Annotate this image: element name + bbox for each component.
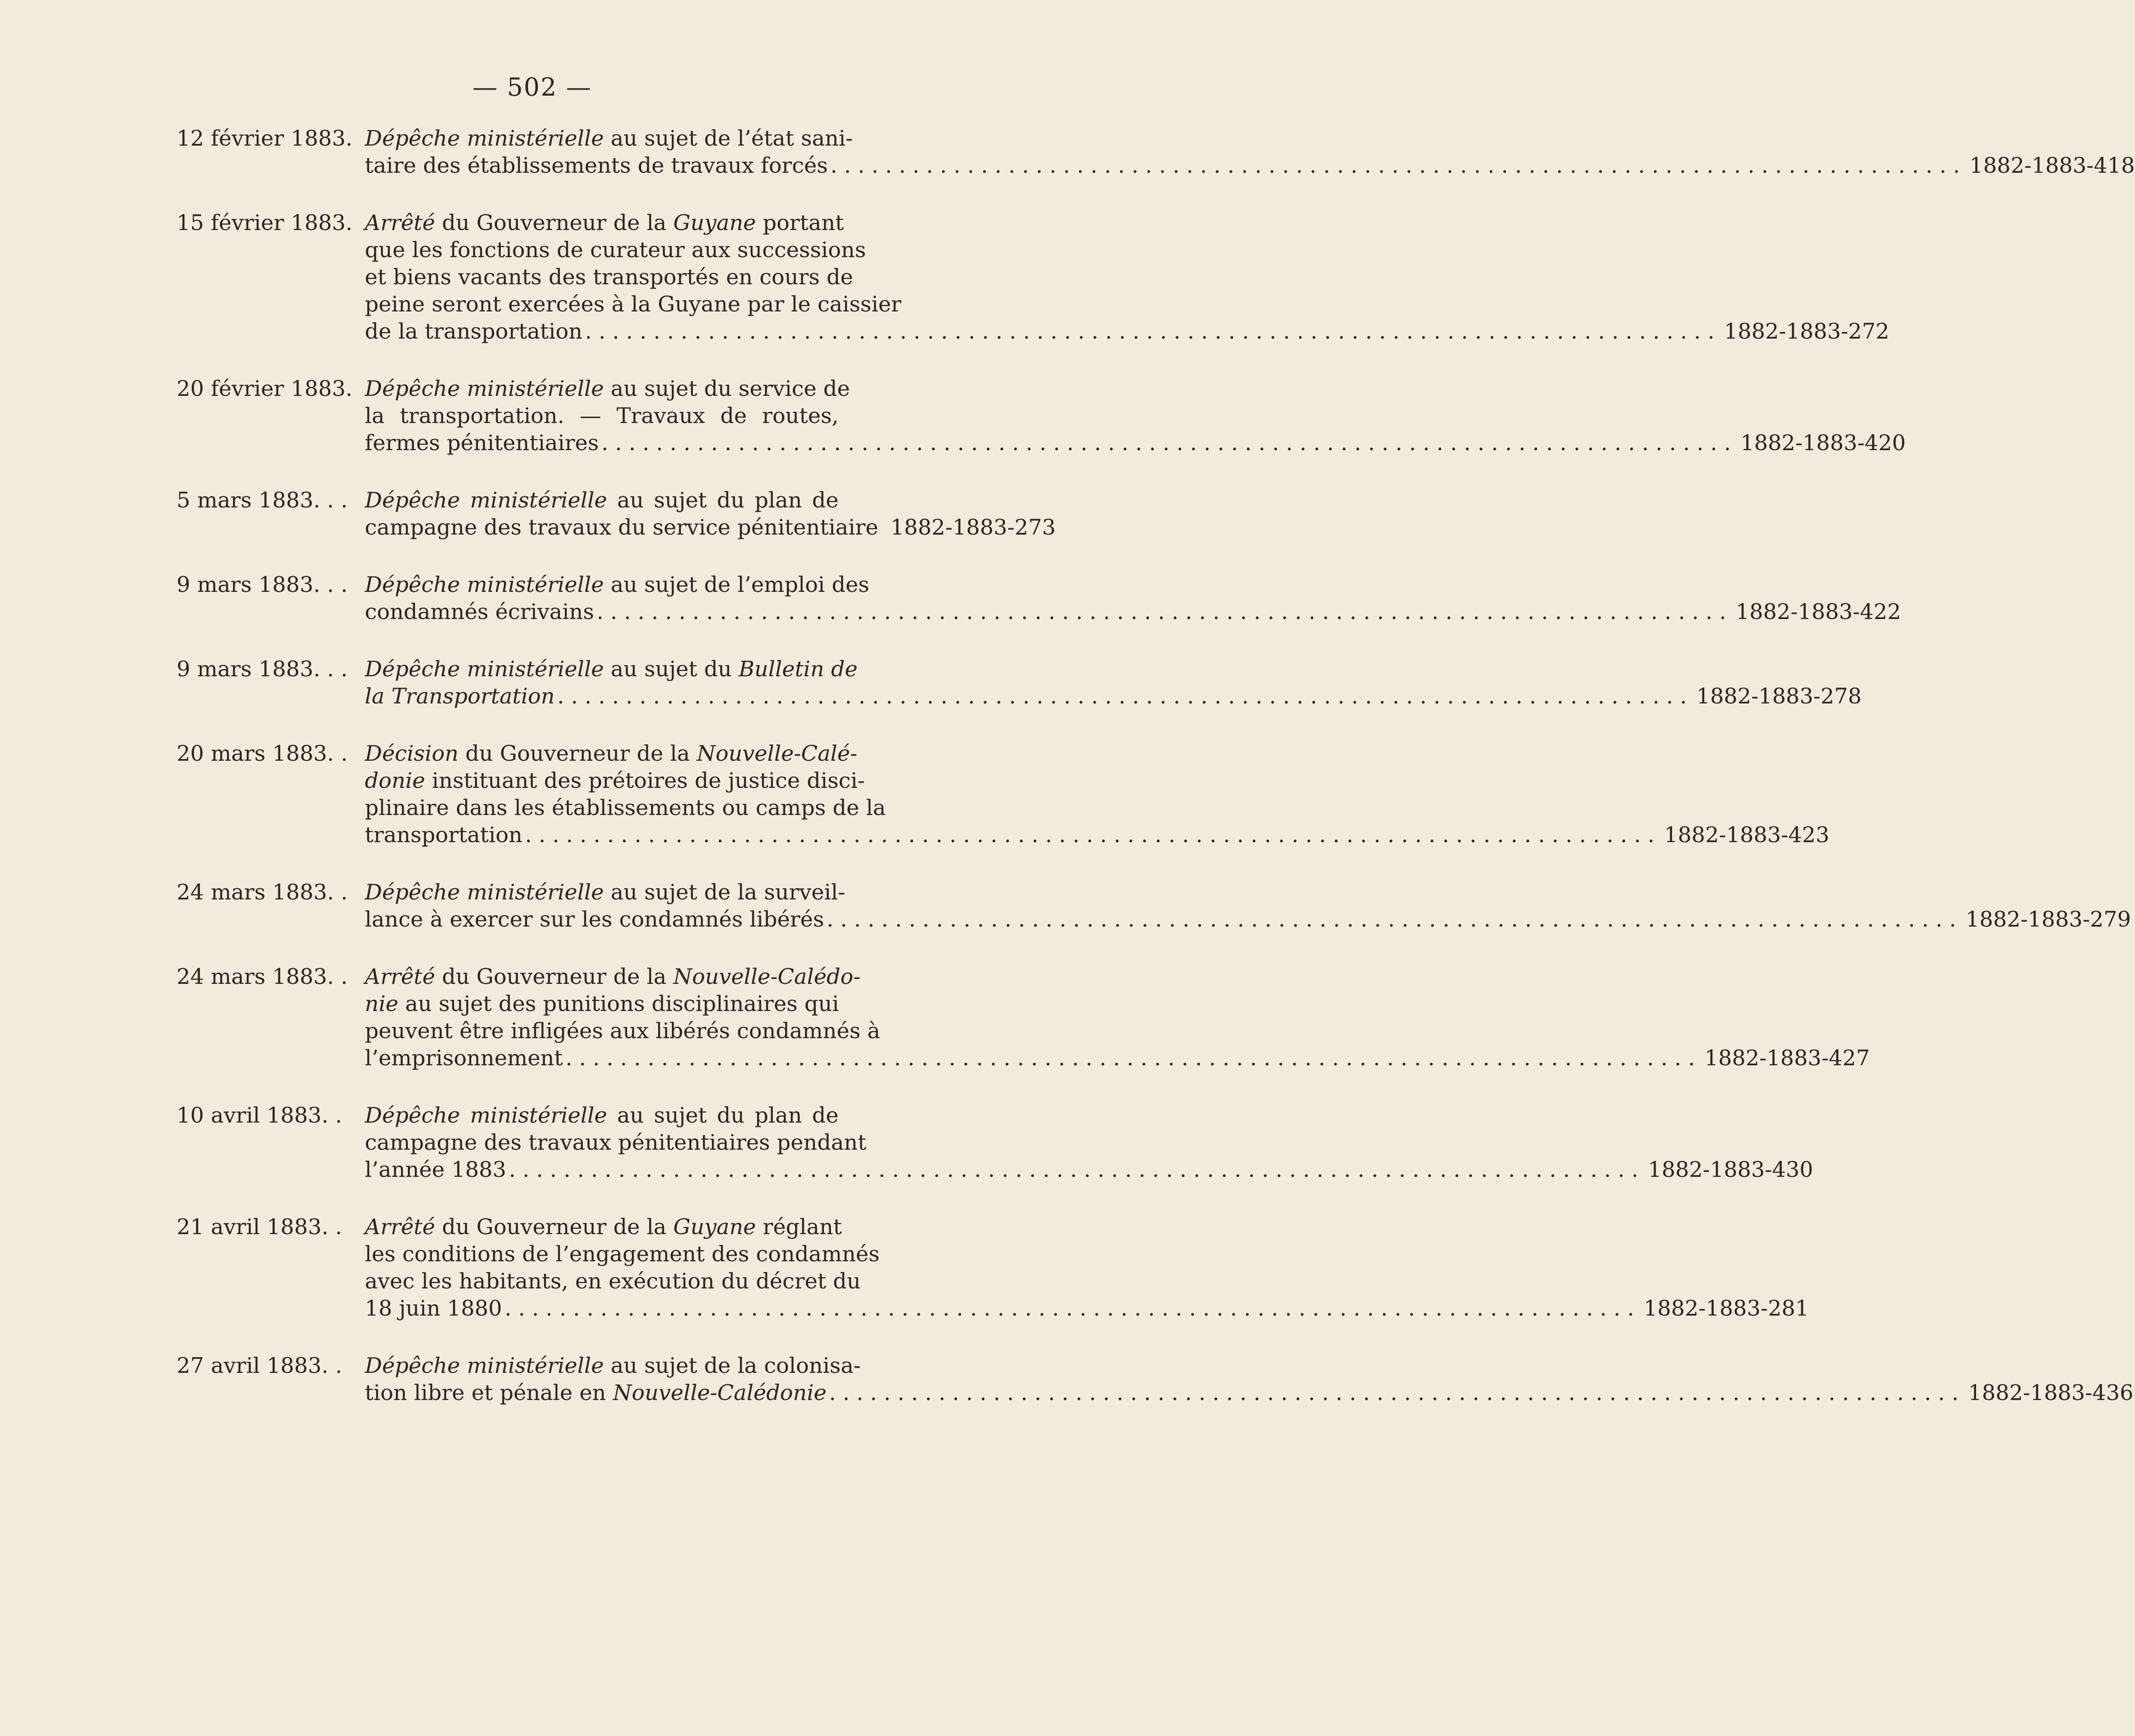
description-line: [365, 402, 839, 429]
entry-row: [177, 375, 1906, 457]
description-line: [365, 1102, 839, 1129]
italic-text: Dépêche ministérielle: [365, 880, 604, 905]
entry-reference: 1882-1883-278: [1696, 684, 1862, 709]
entry-description: [365, 571, 1901, 625]
description-line: [365, 740, 858, 767]
entry-row: [177, 571, 1901, 625]
italic-text: Dépêche ministérielle: [365, 488, 607, 513]
dot-leader: [557, 683, 1687, 710]
last-line-text: [365, 821, 522, 849]
italic-text: Nouvelle-Calédonie: [613, 1380, 827, 1405]
text-run: lance à exercer sur les condamnés libérés: [365, 907, 824, 932]
italic-text: Guyane: [673, 210, 756, 235]
description-line: [365, 291, 901, 318]
entry-reference: 1882-1883-430: [1648, 1157, 1813, 1182]
dot-leader: [827, 906, 1956, 933]
entry-row: [177, 1213, 1809, 1322]
italic-text: donie: [365, 768, 425, 793]
text-run: du Gouverneur de la: [458, 741, 697, 766]
last-line-text: [365, 318, 582, 345]
last-line-text: [365, 1045, 563, 1072]
entry-date: 9 mars 1883. . .: [177, 656, 348, 681]
text-run: de la transportation: [365, 319, 583, 344]
text-run: campagne des travaux du service pénitentiaire: [365, 515, 879, 540]
entry-reference: 1882-1883-427: [1704, 1045, 1870, 1070]
entry-description: [365, 125, 2135, 179]
entry-date: 27 avril 1883. .: [177, 1353, 342, 1378]
description-line: [365, 487, 839, 514]
entry-description: [365, 487, 1056, 541]
description-line: [365, 1241, 880, 1268]
text-run: au sujet des punitions disciplinaires qui: [398, 991, 839, 1016]
description-last-line: [365, 906, 2131, 933]
entry-description: [365, 375, 1906, 457]
entry-description: [365, 963, 1870, 1072]
text-run: du Gouverneur de la: [435, 1214, 674, 1239]
entry-date: 21 avril 1883. .: [177, 1214, 342, 1239]
text-run: l’emprisonnement: [365, 1045, 563, 1070]
entry-reference: 1882-1883-436: [1968, 1380, 2134, 1405]
text-run: et biens vacants des transportés en cours de: [365, 264, 853, 289]
italic-text: Bulletin de: [738, 656, 858, 681]
italic-text: Dépêche ministérielle: [365, 1353, 604, 1378]
entry-row: [177, 879, 2131, 933]
dot-leader: [830, 152, 1960, 179]
italic-text: Dépêche ministérielle: [365, 656, 604, 681]
text-run: du Gouverneur de la: [435, 210, 674, 235]
description-line: [365, 209, 844, 236]
description-last-line: [365, 1295, 1809, 1322]
description-last-line: [365, 429, 1906, 457]
dot-leader: [505, 1295, 1634, 1322]
text-run: du Gouverneur de la: [435, 964, 674, 989]
entry-reference: 1882-1883-272: [1724, 319, 1889, 344]
text-run: au sujet de l’emploi des: [603, 572, 870, 597]
description-last-line: [365, 683, 1862, 710]
dot-leader: [585, 318, 1714, 345]
entry-date: 15 février 1883.: [177, 210, 353, 235]
description-last-line: [365, 318, 1889, 345]
description-last-line: [365, 152, 2135, 179]
last-line-text: [365, 514, 878, 541]
italic-text: Dépêche ministérielle: [365, 1103, 607, 1128]
italic-text: Dépêche ministérielle: [365, 126, 604, 151]
text-run: condamnés écrivains: [365, 599, 594, 624]
italic-text: Nouvelle-Calédo-: [673, 964, 861, 989]
entry-date: 20 mars 1883. .: [177, 741, 348, 766]
description-last-line: [365, 1379, 2134, 1406]
italic-text: Dépêche ministérielle: [365, 572, 604, 597]
entry-date: 24 mars 1883. .: [177, 964, 348, 989]
entry-date: 10 avril 1883. .: [177, 1103, 342, 1128]
description-line: [365, 1268, 861, 1295]
description-line: [365, 656, 858, 683]
entry-row: [177, 487, 1056, 541]
entry-description: [365, 1352, 2134, 1406]
description-line: [365, 963, 861, 990]
entry-row: [177, 1352, 2134, 1406]
last-line-text: [365, 1295, 502, 1322]
description-line: [365, 375, 850, 402]
entry-reference: 1882-1883-418: [1969, 153, 2135, 178]
description-line: [365, 794, 886, 821]
last-line-text: [365, 152, 828, 179]
dot-leader: [509, 1156, 1638, 1183]
dot-leader: [525, 821, 1654, 849]
entry-list: [177, 125, 2135, 1437]
entry-row: [177, 1102, 1813, 1183]
description-line: [365, 1017, 880, 1045]
text-run: taire des établissements de travaux forcés: [365, 153, 828, 178]
description-line: [365, 125, 853, 152]
entry-description: [365, 740, 1830, 849]
entry-row: [177, 740, 1830, 849]
entry-description: [365, 879, 2131, 933]
entry-reference: 1882-1883-420: [1740, 430, 1906, 455]
dot-leader: [597, 598, 1726, 625]
description-line: [365, 1213, 842, 1241]
dot-leader: [566, 1045, 1695, 1072]
description-last-line: [365, 598, 1901, 625]
text-run: au sujet du service de: [603, 376, 850, 401]
entry-description: [365, 1213, 1809, 1322]
entry-row: [177, 209, 1889, 345]
text-run: tion libre et pénale en: [365, 1380, 613, 1405]
entry-reference: 1882-1883-279: [1965, 907, 2131, 932]
text-run: peuvent être infligées aux libérés condamnés à: [365, 1018, 880, 1043]
entry-date: 5 mars 1883. . .: [177, 488, 348, 513]
last-line-text: [365, 429, 599, 457]
text-run: que les fonctions de curateur aux successions: [365, 237, 866, 262]
dot-leader: [829, 1379, 1958, 1406]
last-line-text: [365, 906, 824, 933]
text-run: campagne des travaux pénitentiaires pendant: [365, 1130, 867, 1155]
italic-text: Arrêté: [365, 964, 435, 989]
entry-row: [177, 125, 2135, 179]
description-line: [365, 879, 845, 906]
last-line-text: [365, 1379, 827, 1406]
description-line: [365, 767, 865, 794]
italic-text: Dépêche ministérielle: [365, 376, 604, 401]
text-run: plinaire dans les établissements ou camps de la: [365, 795, 886, 820]
entry-date: 24 mars 1883. .: [177, 880, 348, 905]
text-run: au sujet de l’état sani-: [603, 126, 853, 151]
text-run: transportation: [365, 822, 522, 847]
last-line-text: [365, 598, 594, 625]
entry-description: [365, 1102, 1813, 1183]
description-last-line: [365, 821, 1830, 849]
text-run: au sujet du plan de: [607, 1103, 839, 1128]
text-run: réglant: [756, 1214, 842, 1239]
text-run: au sujet du: [603, 656, 739, 681]
description-line: [365, 1352, 861, 1379]
entry-row: [177, 963, 1870, 1072]
page-number: — 502 —: [472, 72, 592, 102]
entry-reference: 1882-1883-273: [890, 515, 1056, 540]
description-last-line: [365, 514, 1056, 541]
description-line: [365, 1129, 867, 1156]
dot-leader: [601, 429, 1731, 457]
description-last-line: [365, 1045, 1870, 1072]
italic-text: nie: [365, 991, 398, 1016]
italic-text: Guyane: [673, 1214, 756, 1239]
text-run: l’année 1883: [365, 1157, 507, 1182]
text-run: portant: [756, 210, 844, 235]
entry-reference: 1882-1883-422: [1736, 599, 1901, 624]
text-run: au sujet de la surveil-: [603, 880, 845, 905]
text-run: instituant des prétoires de justice disci-: [425, 768, 865, 793]
text-run: peine seront exercées à la Guyane par le caissier: [365, 292, 901, 317]
text-run: au sujet du plan de: [607, 488, 839, 513]
entry-reference: 1882-1883-281: [1644, 1296, 1809, 1321]
italic-text: Nouvelle-Calé-: [696, 741, 858, 766]
entry-date: 12 février 1883.: [177, 126, 353, 151]
entry-description: [365, 656, 1862, 710]
description-line: [365, 571, 870, 598]
italic-text: Arrêté: [365, 1214, 435, 1239]
italic-text: Décision: [365, 741, 459, 766]
entry-date: 9 mars 1883. . .: [177, 572, 348, 597]
last-line-text: [365, 683, 555, 710]
entry-row: [177, 656, 1862, 710]
text-run: la transportation. — Travaux de routes,: [365, 403, 839, 428]
description-line: [365, 236, 866, 264]
last-line-text: [365, 1156, 506, 1183]
description-line: [365, 990, 839, 1017]
entry-reference: 1882-1883-423: [1664, 822, 1830, 847]
italic-text: Arrêté: [365, 210, 435, 235]
entry-description: [365, 209, 1889, 345]
description-line: [365, 264, 853, 291]
description-last-line: [365, 1156, 1813, 1183]
text-run: avec les habitants, en exécution du décret du: [365, 1269, 861, 1294]
text-run: 18 juin 1880: [365, 1296, 502, 1321]
italic-text: la Transportation: [365, 684, 555, 709]
entry-date: 20 février 1883.: [177, 376, 353, 401]
text-run: les conditions de l’engagement des condamnés: [365, 1241, 880, 1266]
text-run: au sujet de la colonisa-: [603, 1353, 861, 1378]
text-run: fermes pénitentiaires: [365, 430, 599, 455]
